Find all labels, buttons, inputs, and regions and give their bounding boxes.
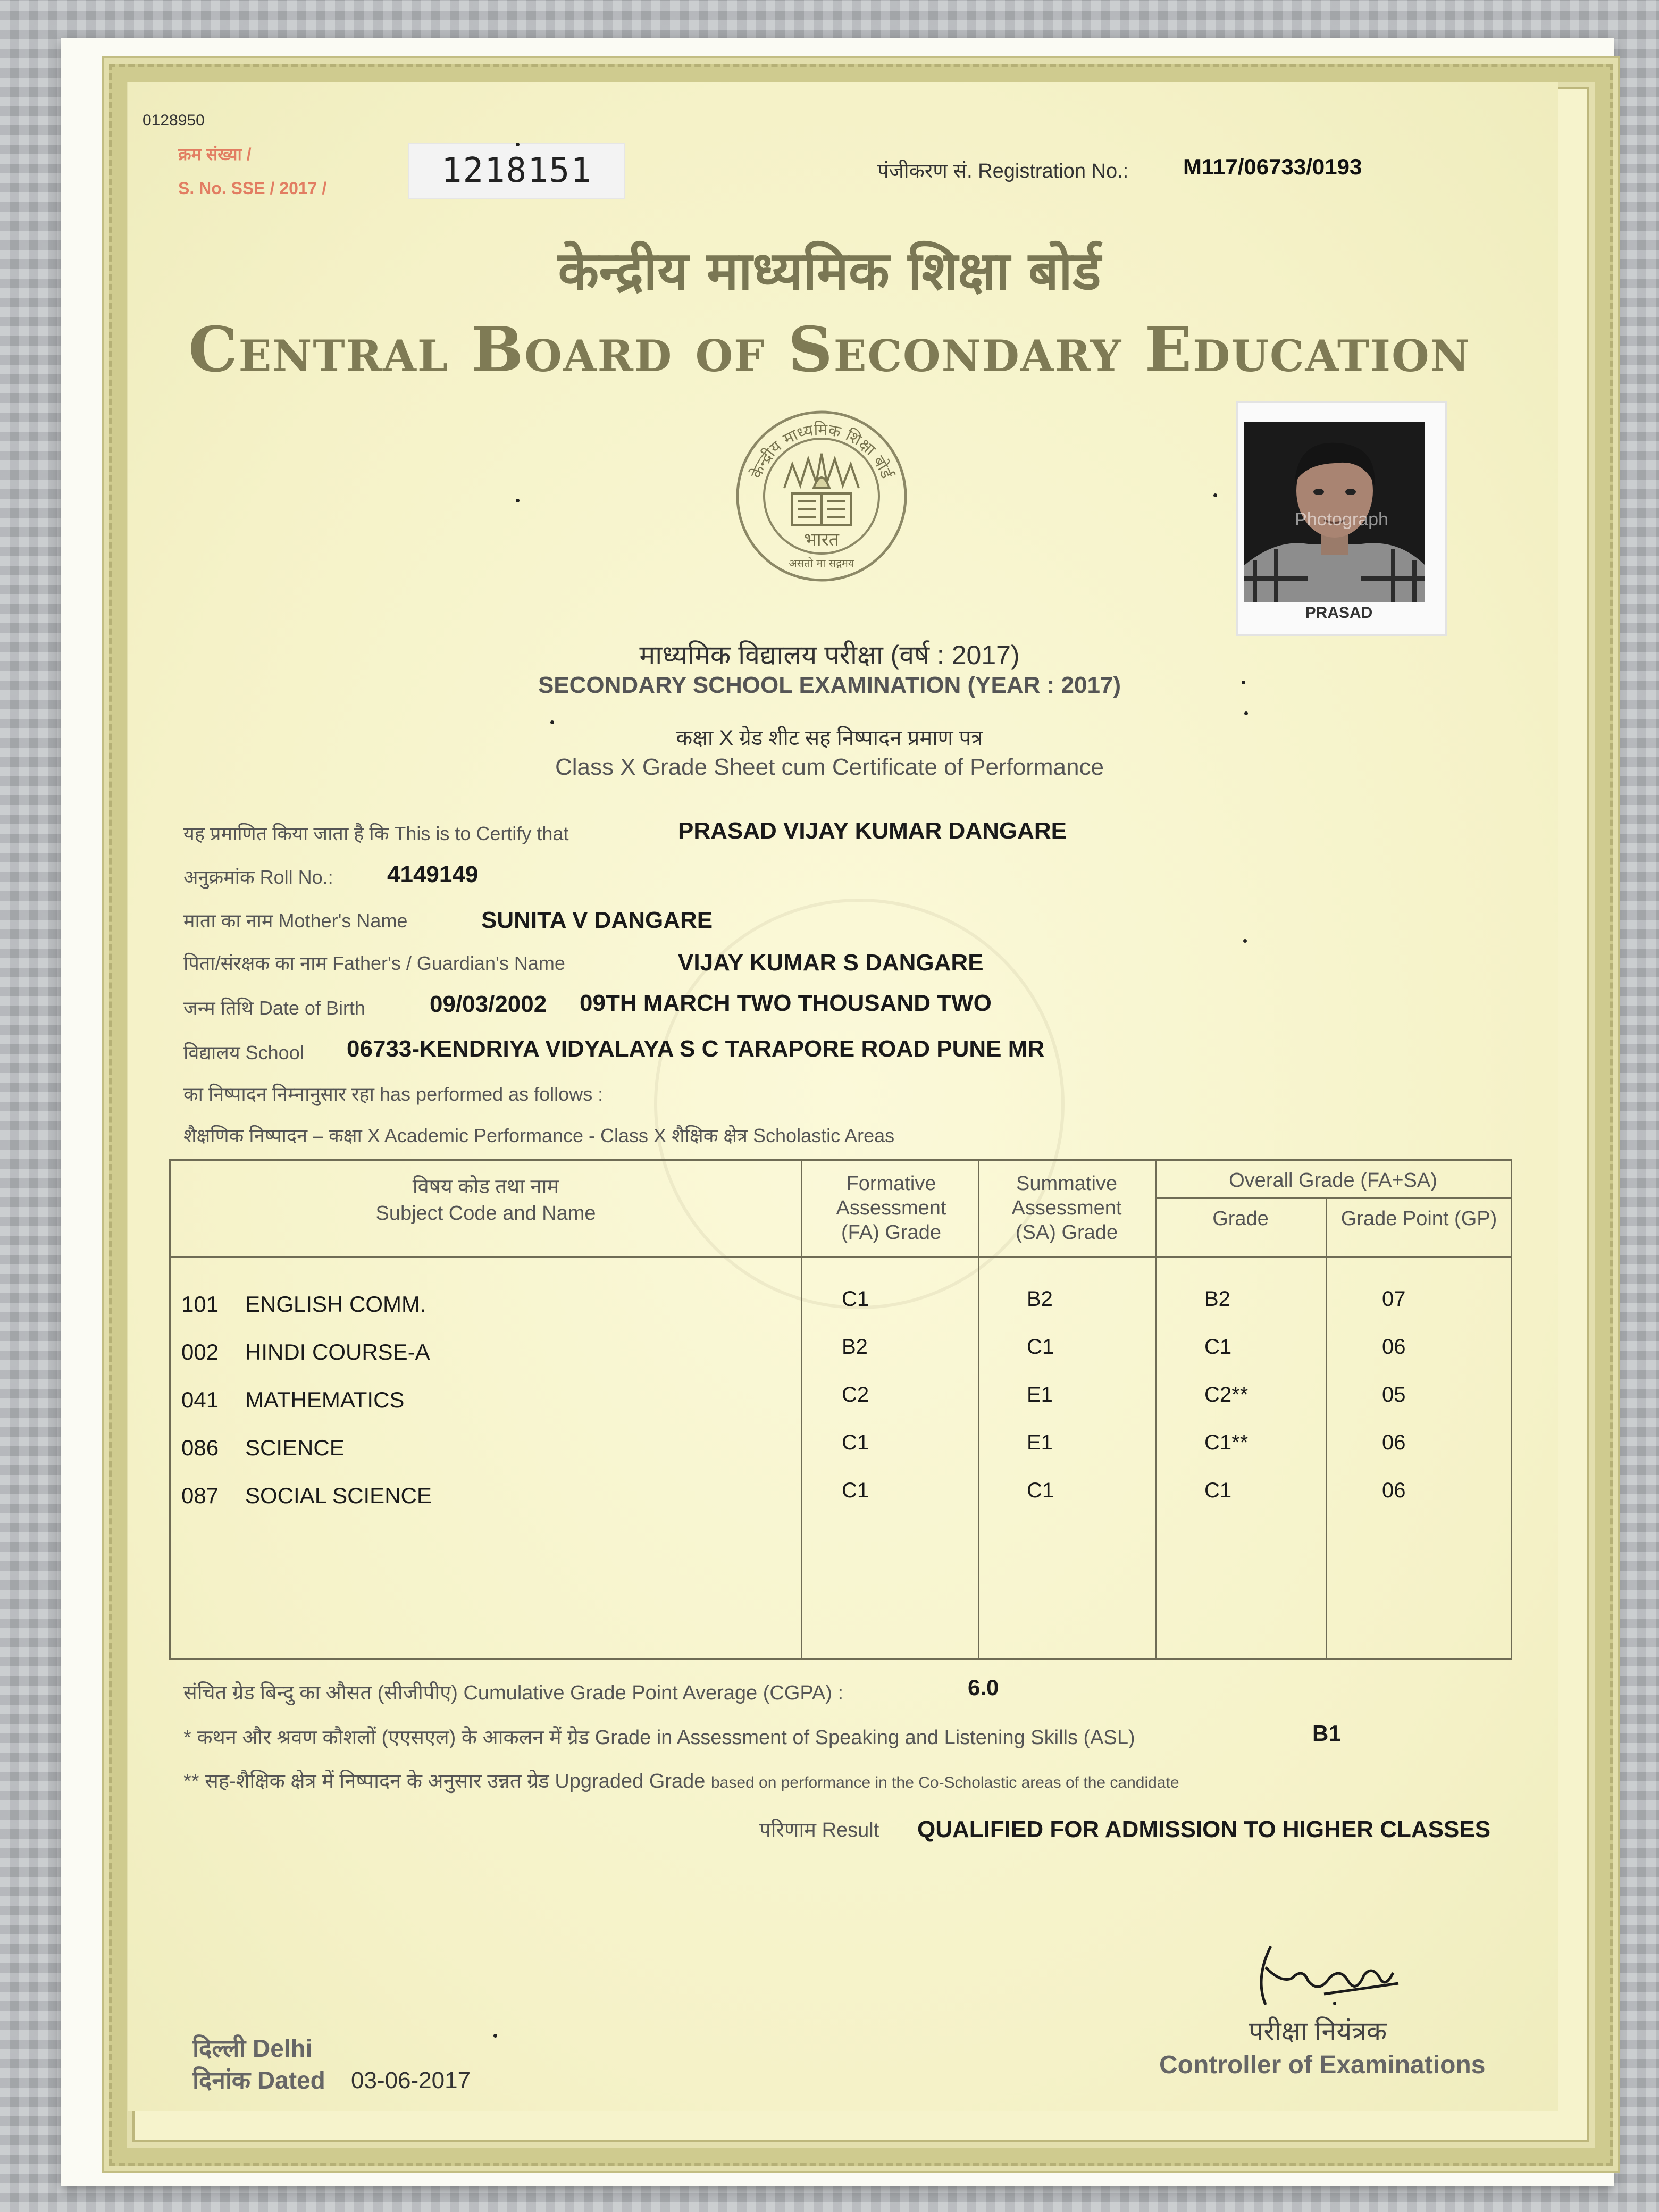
header-gp: Grade Point (GP) xyxy=(1340,1208,1497,1230)
mother-label: माता का नाम Mother's Name xyxy=(183,910,408,932)
grade-table xyxy=(169,1159,1512,1660)
controller-signature xyxy=(1250,1936,1404,2015)
cbse-seal-logo xyxy=(734,408,909,584)
board-name-hindi: केन्द्रीय माध्यमिक शिक्षा बोर्ड xyxy=(558,239,1101,302)
seal-motto-text: असतो मा सद्गमय xyxy=(789,557,854,569)
board-name-english: Central Board of Secondary Education xyxy=(188,314,1471,386)
header-subject-hi: विषय कोड तथा नाम xyxy=(412,1176,559,1198)
mother-name: SUNITA V DANGARE xyxy=(481,907,713,933)
speck xyxy=(516,499,520,502)
cell-grade: C1 xyxy=(1204,1479,1232,1502)
table-divider xyxy=(1326,1197,1327,1658)
student-name: PRASAD VIJAY KUMAR DANGARE xyxy=(678,818,1067,844)
cgpa-value: 6.0 xyxy=(968,1675,999,1700)
speck xyxy=(550,720,554,724)
controller-title-hi: परीक्षा नियंत्रक xyxy=(1249,2016,1387,2046)
cell-code: 086 xyxy=(181,1435,219,1460)
cell-sa: E1 xyxy=(1027,1431,1053,1454)
cell-fa: C1 xyxy=(842,1287,869,1311)
cell-fa: C2 xyxy=(842,1383,869,1406)
cell-gp: 06 xyxy=(1382,1431,1406,1454)
photo-frame xyxy=(1236,401,1447,636)
performed-label: का निष्पादन निम्नानुसार रहा has performed as follows : xyxy=(183,1083,604,1105)
father-name: VIJAY KUMAR S DANGARE xyxy=(678,950,984,976)
cell-code: 041 xyxy=(181,1387,219,1412)
sheet-title-english: Class X Grade Sheet cum Certificate of Performance xyxy=(555,754,1104,780)
cell-sa: C1 xyxy=(1027,1335,1054,1359)
cell-code: 101 xyxy=(181,1292,219,1317)
header-overall: Overall Grade (FA+SA) xyxy=(1229,1169,1437,1192)
cell-code: 087 xyxy=(181,1483,219,1508)
speck xyxy=(1213,493,1217,497)
table-divider xyxy=(801,1161,802,1658)
dob-label: जन्म तिथि Date of Birth xyxy=(183,997,365,1019)
cell-grade: B2 xyxy=(1204,1287,1230,1311)
upgraded-description: based on performance in the Co-Scholastic areas of the candidate xyxy=(710,1774,1179,1791)
academic-label: शैक्षणिक निष्पादन – कक्षा X Academic Performance - Class X शैक्षिक क्षेत्र Scholastic Areas xyxy=(183,1125,895,1146)
cell-gp: 06 xyxy=(1382,1479,1406,1502)
dob-words: 09TH MARCH TWO THOUSAND TWO xyxy=(580,990,992,1016)
place-label: दिल्ली Delhi xyxy=(192,2034,313,2062)
cell-grade: C2** xyxy=(1204,1383,1249,1406)
dated-label: दिनांक Dated xyxy=(192,2066,325,2094)
serial-number: 0128950 xyxy=(143,112,205,129)
header-divider xyxy=(171,1256,1511,1258)
cell-gp: 05 xyxy=(1382,1383,1406,1406)
cell-name: HINDI COURSE-A xyxy=(245,1339,430,1364)
roll-label: अनुक्रमांक Roll No.: xyxy=(183,866,333,888)
cell-grade: C1** xyxy=(1204,1431,1249,1454)
seal-arc-text: केन्द्रीय माध्यमिक शिक्षा बोर्ड xyxy=(747,420,896,481)
overall-divider xyxy=(1155,1197,1511,1199)
cell-name: SCIENCE xyxy=(245,1435,345,1460)
speck xyxy=(1242,681,1245,684)
cell-grade: C1 xyxy=(1204,1335,1232,1359)
cgpa-label: संचित ग्रेड बिन्दु का औसत (सीजीपीए) Cumulative Grade Point Average (CGPA) : xyxy=(183,1682,844,1704)
cell-name: MATHEMATICS xyxy=(245,1387,405,1412)
asl-value: B1 xyxy=(1312,1721,1341,1746)
issue-date: 03-06-2017 xyxy=(351,2067,471,2093)
table-divider xyxy=(978,1161,979,1658)
cell-fa: C1 xyxy=(842,1479,869,1502)
upgraded-note xyxy=(183,1766,1179,1794)
photo-watermark: Photograph xyxy=(1295,509,1388,530)
sheet-title-hindi: कक्षा X ग्रेड शीट सह निष्पादन प्रमाण पत्र xyxy=(676,726,983,750)
header-fa: Formative Assessment (FA) Grade xyxy=(836,1172,946,1244)
cell-sa: E1 xyxy=(1027,1383,1053,1406)
asl-label: * कथन और श्रवण कौशलों (एएसएल) के आकलन में ग्रेड Grade in Assessment of Speaking and Listening Skills (ASL) xyxy=(183,1727,1135,1749)
exam-title-english: SECONDARY SCHOOL EXAMINATION (YEAR : 2017) xyxy=(538,672,1121,698)
speck xyxy=(1244,711,1248,715)
controller-title-en: Controller of Examinations xyxy=(1159,2051,1486,2079)
result-label: परिणाम Result xyxy=(759,1819,879,1841)
header-grade: Grade xyxy=(1212,1208,1269,1230)
speck xyxy=(516,143,520,146)
upgraded-hi: ** सह-शैक्षिक क्षेत्र में निष्पादन के अनुसार उन्नत ग्रेड xyxy=(183,1770,549,1792)
dob-value: 09/03/2002 xyxy=(430,991,547,1017)
speck xyxy=(493,2034,497,2038)
certify-label: यह प्रमाणित किया जाता है कि This is to Certify that xyxy=(183,823,569,844)
school-name: 06733-KENDRIYA VIDYALAYA S C TARAPORE ROAD PUNE MR xyxy=(347,1036,1045,1062)
cell-gp: 07 xyxy=(1382,1287,1406,1311)
speck xyxy=(1243,939,1247,943)
table-divider xyxy=(1155,1161,1157,1658)
result-value: QUALIFIED FOR ADMISSION TO HIGHER CLASSES xyxy=(917,1816,1491,1842)
seal-country-text: भारत xyxy=(804,529,839,550)
cell-name: ENGLISH COMM. xyxy=(245,1292,426,1317)
cell-code: 002 xyxy=(181,1339,219,1364)
header-sa: Summative Assessment (SA) Grade xyxy=(1011,1172,1122,1244)
father-label: पिता/संरक्षक का नाम Father's / Guardian's Name xyxy=(183,952,565,974)
upgraded-en: Upgraded Grade xyxy=(555,1770,706,1792)
roll-number: 4149149 xyxy=(387,861,479,887)
certificate-number: 1218151 xyxy=(408,143,625,199)
sno-label-en: S. No. SSE / 2017 / xyxy=(178,179,327,198)
cell-sa: B2 xyxy=(1027,1287,1053,1311)
cell-fa: B2 xyxy=(842,1335,868,1359)
exam-title-hindi: माध्यमिक विद्यालय परीक्षा (वर्ष : 2017) xyxy=(639,640,1020,670)
header-subject-en: Subject Code and Name xyxy=(375,1202,596,1225)
cell-fa: C1 xyxy=(842,1431,869,1454)
school-label: विद्यालय School xyxy=(183,1042,304,1063)
registration-number: M117/06733/0193 xyxy=(1183,154,1362,179)
cell-name: SOCIAL SCIENCE xyxy=(245,1483,432,1508)
registration-label: पंजीकरण सं. Registration No.: xyxy=(877,160,1129,182)
cell-sa: C1 xyxy=(1027,1479,1054,1502)
sno-label-hi: क्रम संख्या / xyxy=(178,145,252,164)
photo-caption: PRASAD xyxy=(1305,604,1373,622)
cell-gp: 06 xyxy=(1382,1335,1406,1359)
